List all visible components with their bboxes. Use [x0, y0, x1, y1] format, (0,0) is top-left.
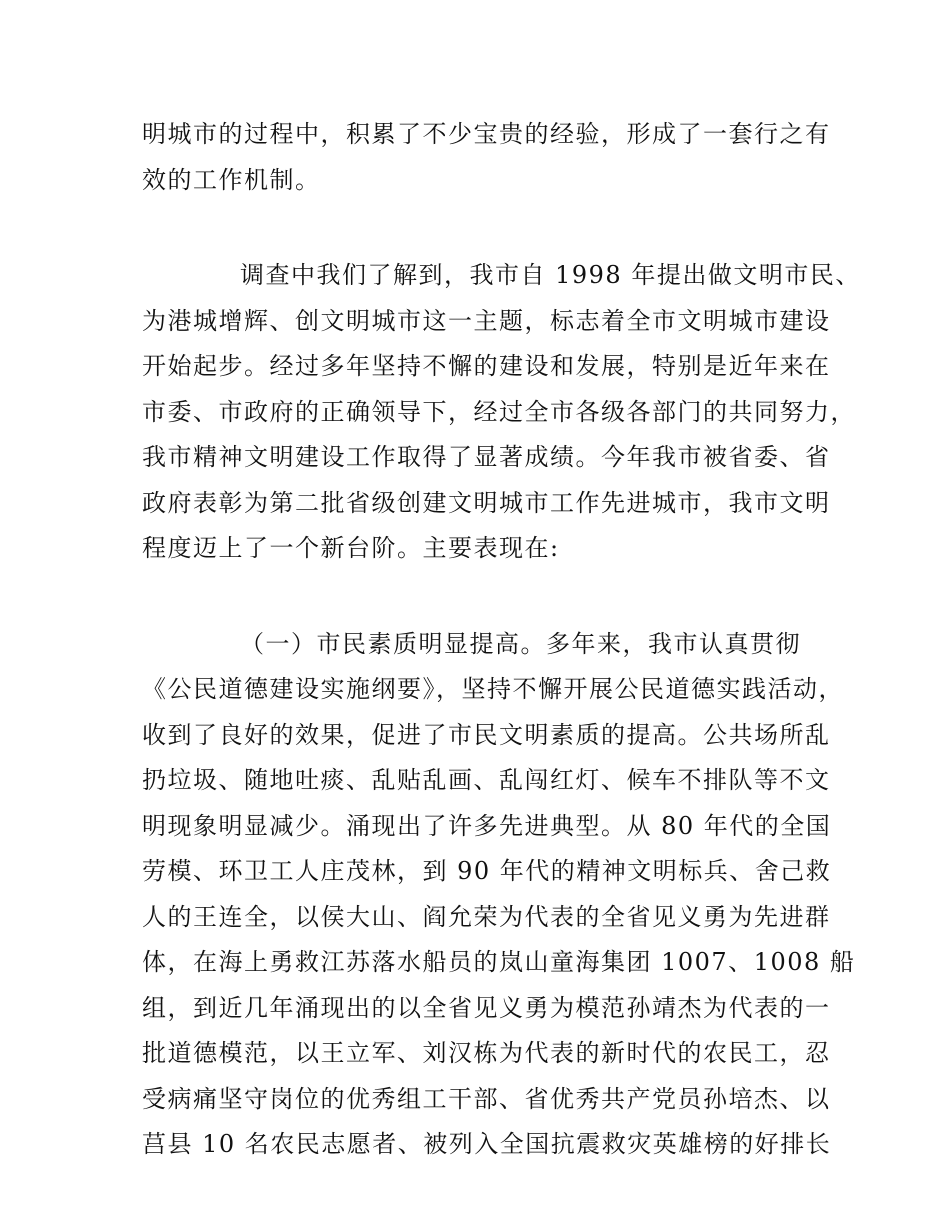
- text-line: 收到了良好的效果，促进了市民文明素质的提高。公共场所乱: [142, 720, 831, 749]
- paragraph-spacer: [142, 572, 822, 622]
- text-line: 人的王连全，以侯大山、阎允荣为代表的全省见义勇为先进群: [142, 902, 831, 931]
- paragraph-survey-findings: [142, 253, 861, 572]
- text-line: 程度迈上了一个新台阶。主要表现在:: [142, 534, 560, 562]
- text-line: 体，在海上勇救江苏落水船员的岚山童海集团 1007、1008 船: [142, 948, 856, 976]
- text-line: 效的工作机制。: [142, 165, 321, 194]
- text-line: 明城市的过程中，积累了不少宝贵的经验，形成了一套行之有: [142, 120, 831, 148]
- text-line: 政府表彰为第二批省级创建文明城市工作先进城市，我市文明: [142, 488, 831, 517]
- text-line: 开始起步。经过多年坚持不懈的建设和发展，特别是近年来在: [142, 352, 831, 380]
- text-line: 莒县 10 名农民志愿者、被列入全国抗震救灾英雄榜的好排长: [142, 1130, 832, 1158]
- text-line: 批道德模范，以王立军、刘汉栋为代表的新时代的农民工，忍: [142, 1039, 831, 1067]
- text-line: 扔垃圾、随地吐痰、乱贴乱画、乱闯红灯、候车不排队等不文: [142, 766, 831, 794]
- text-line: （一）市民素质明显提高。多年来，我市认真贯彻: [240, 629, 801, 658]
- text-line: 《公民道德建设实施纲要》，坚持不懈开展公民道德实践活动，: [142, 675, 844, 703]
- text-line: 劳模、环卫工人庄茂林，到 90 年代的精神文明标兵、舍己救: [142, 857, 832, 885]
- text-line: 调查中我们了解到，我市自 1998 年提出做文明市民、: [240, 261, 861, 289]
- text-line: 市委、市政府的正确领导下，经过全市各级各部门的共同努力，: [142, 397, 856, 426]
- text-line: 受病痛坚守岗位的优秀组工干部、省优秀共产党员孙培杰、以: [142, 1084, 831, 1113]
- paragraph-intro-continuation: [142, 112, 831, 203]
- text-line: 我市精神文明建设工作取得了显著成绩。今年我市被省委、省: [142, 443, 831, 471]
- text-line: 组，到近几年涌现出的以全省见义勇为模范孙靖杰为代表的一: [142, 993, 831, 1022]
- document-body: [142, 112, 861, 1168]
- text-line: 为港城增辉、创文明城市这一主题，标志着全市文明城市建设: [142, 306, 831, 335]
- paragraph-citizen-quality: [142, 622, 856, 1168]
- paragraph-spacer: [142, 203, 822, 253]
- text-line: 明现象明显减少。涌现出了许多先进典型。从 80 年代的全国: [142, 811, 832, 840]
